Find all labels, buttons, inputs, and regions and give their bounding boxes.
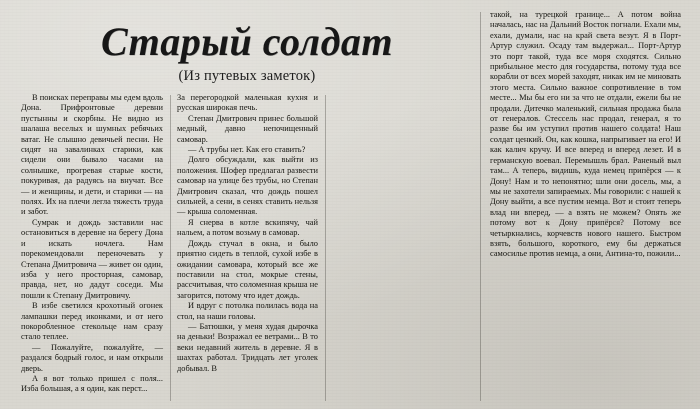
article-column-1: [14, 93, 170, 403]
paragraph: В избе светился крохотный огонек лампашки перед иконками, и от него покоробленное стекольце нам сразу стало теплее.: [21, 301, 163, 342]
paragraph: — Пожалуйте, пожалуйте, — раздался бодрый голос, и нам открыли дверь.: [21, 342, 163, 373]
article-columns: [14, 93, 480, 403]
paragraph: Сумрак и дождь заставили нас остановиться в деревне на берегу Дона и искать ночлега. Нам порекомендовали переночевать у Степана Дмитровича — живет он один, изба у него просторная, самовар, правда, нет, но дадут соседи. Мы пошли к Степану Дмитровичу.: [21, 217, 163, 300]
page-title: Старый солдат: [100, 19, 394, 64]
paragraph: — Батюшки, у меня худая дырочка на деньки! Возражал ее ветрами... В то веки недавний житель в деревне. Я в шахтах работал. Тридцать лет уголек добывал. В: [177, 321, 318, 373]
paragraph: — А трубы нет. Как его ставить?: [188, 145, 306, 155]
paragraph: Я снерва в котле вскипячу, чай нальем, а потом возьму в самовар.: [177, 217, 318, 238]
paragraph: такой, на турецкой границе... А потом война началась, нас на Дальний Восток погнали. Ехали мы, ехали, думали, нас на край света везут. Я в Порт-Артур служил. Осаду там выдержал... Порт-Артур это порт такой, туда все моря сходятся. Сильно прибыльное место для государства, потому туда все корабли от всех морей заходят, никак им не миновать этого места. Сильно важное сопротивление в том месте... Мы бы его ни за что не отдали, ежели бы не продали. Дитечко маленький, сильная продажа была от генералов. Стессель нас продал, генерал, я то разве бы им уступил против нашего солдата! Наш солдат ценкий. Он, как кошка, напрыгивает на его! И как калич кручу. И все вперед и вперед лезет. И в германскую воевал. Перемышль брал. Раненый выл там... А теперь, видишь, куда немец припёрся — к Дону! Нам и то непонятно; шли они досель, мы, а мы не захотели запираемых. Мы говорили: с нашей к Дону выйти, а все пустим немца. Вот и стоит теперь влад ни вперед, — а взять не можем? Опять же потому вот к Дону припёрся? Потому все четыркнались, корчевств нового нашего. Быстром взять, большого, короткого, ему бы держаться самосилье против немца, а они, Антина-то, пожили...: [490, 10, 681, 259]
page-layout: [14, 10, 688, 403]
paragraph: А я вот только пришел с поля... Изба большая, а я один, как перст...: [21, 373, 163, 394]
paragraph: Степан Дмитрович принес большой медный, давно непочищенный самовар.: [177, 113, 318, 144]
article-subtitle: (Из путевых заметок): [178, 68, 316, 84]
paragraph: Дождь стучал в окна, и было приятно сидеть в теплой, сухой избе в ожидании самовара, который все же поставили на стол, мокрые стены, рассчитывая, что соломенная крыша не загорится, потому что идет дождь.: [177, 238, 318, 300]
article-column-4: [480, 10, 688, 260]
paragraph: В поисках переправы мы едем вдоль Дона. Прифронтовые деревни пустынны и скорбны. Не видно из шалаша веселых и шумных ребячьих ватаг. Не слышно девичьей песни. Не сидят на завалинках старики, как сидели они бывало часами на солнышке, прогревая старые кости, покуривая, да радуясь на внучат. Все — и женщины, и дети, и старики — на полях. Их на плечи легла тяжесть труда и забот.: [21, 93, 163, 217]
left-block: [14, 10, 480, 403]
article-column-2: [170, 93, 325, 403]
article-column-3-spacer: [325, 93, 480, 403]
right-block: [480, 10, 688, 403]
paragraph: И вдруг с потолка полилась вода на стол, на наши головы.: [177, 301, 318, 321]
paragraph: За перегородкой маленькая кухня и русская широкая печь.: [177, 93, 318, 113]
paragraph: Долго обсуждали, как выйти из положения. Шофер предлагал развести самовар на улице без трубы, но Степан Дмитрович сказал, что дождь пошел сильней, а сени, в сенях ставить нельзя — крыша соломенная.: [177, 155, 318, 217]
